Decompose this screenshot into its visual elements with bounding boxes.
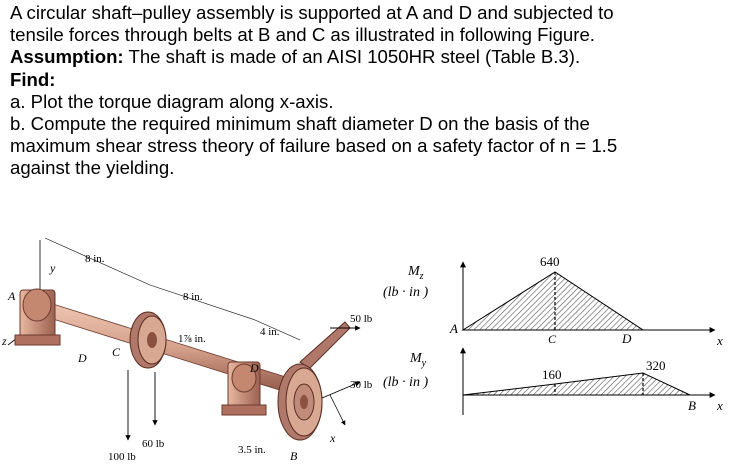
- moment-y-diagram: [383, 348, 723, 415]
- x-axis-line: [330, 395, 345, 425]
- label-b: B: [290, 449, 298, 463]
- assumption-text: The shaft is made of an AISI 1050HR steel (Table B.3).: [123, 46, 581, 68]
- item-a: a. Plot the torque diagram along x-axis.: [10, 90, 334, 112]
- label-c: C: [112, 345, 121, 359]
- mz-point-a: A: [450, 321, 458, 336]
- intro-line-1: A circular shaft–pulley assembly is supported at A and D and subjected to: [10, 2, 614, 23]
- dim-3-5in: 3.5 in.: [238, 444, 266, 456]
- shaft-drawing: [1, 238, 373, 463]
- label-x: x: [330, 431, 336, 445]
- item-b-line-3: against the yielding.: [10, 157, 175, 179]
- my-point-b: B: [688, 398, 696, 413]
- item-b-line-1: b. Compute the required minimum shaft diameter D on the basis of the: [10, 113, 590, 135]
- pulley-b: [278, 322, 350, 440]
- my-symbol: $M_y$: [410, 351, 427, 369]
- force-100-label: 100 lb: [108, 451, 136, 463]
- moment-z-diagram: [383, 254, 723, 348]
- shaft-figure: [0, 220, 733, 465]
- mz-units: (lb · in ): [383, 285, 429, 300]
- pulley-c: [130, 312, 166, 368]
- dim-shaft-dia: 1⅞ in.: [178, 333, 206, 345]
- label-d-right: D: [250, 361, 259, 375]
- mz-symbol: $M_z$: [408, 264, 424, 282]
- assumption-line: [10, 46, 728, 68]
- mz-point-d: D: [622, 331, 632, 346]
- dim-4in: 4 in.: [260, 326, 280, 338]
- intro-line-2: tensile forces through belts at B and C as illustrated in following Figure.: [10, 24, 595, 46]
- shaft-body: [40, 300, 305, 398]
- label-a: A: [8, 289, 16, 303]
- item-b-line-2: maximum shear stress theory of failure based on a safety factor of n = 1.5: [10, 135, 618, 157]
- assumption-label: Assumption:: [10, 46, 124, 68]
- mz-axis-x: x: [717, 333, 723, 348]
- label-y: y: [50, 261, 56, 275]
- dim-8in-1: 8 in.: [85, 253, 105, 265]
- my-axis-x: x: [717, 398, 723, 413]
- force-50-label: 50 lb: [350, 313, 373, 325]
- my-units: (lb · in ): [383, 375, 429, 390]
- mz-peak-value: 640: [540, 254, 560, 269]
- belt-b: [300, 322, 350, 368]
- bearing-a: [15, 289, 60, 345]
- mz-triangle: [463, 272, 643, 330]
- my-value-160: 160: [542, 367, 562, 382]
- mz-point-c: C: [548, 332, 557, 346]
- my-polygon: [463, 373, 690, 395]
- dim-8in-2: 8 in.: [183, 291, 203, 303]
- problem-statement: [10, 2, 728, 180]
- force-60-label: 60 lb: [142, 438, 165, 450]
- find-label: Find:: [10, 68, 56, 90]
- bearing-d: [222, 362, 266, 415]
- force-30-label: 30 lb: [350, 379, 373, 391]
- label-d-left: D: [78, 351, 87, 365]
- label-z: z: [2, 334, 7, 348]
- my-value-320: 320: [646, 358, 666, 373]
